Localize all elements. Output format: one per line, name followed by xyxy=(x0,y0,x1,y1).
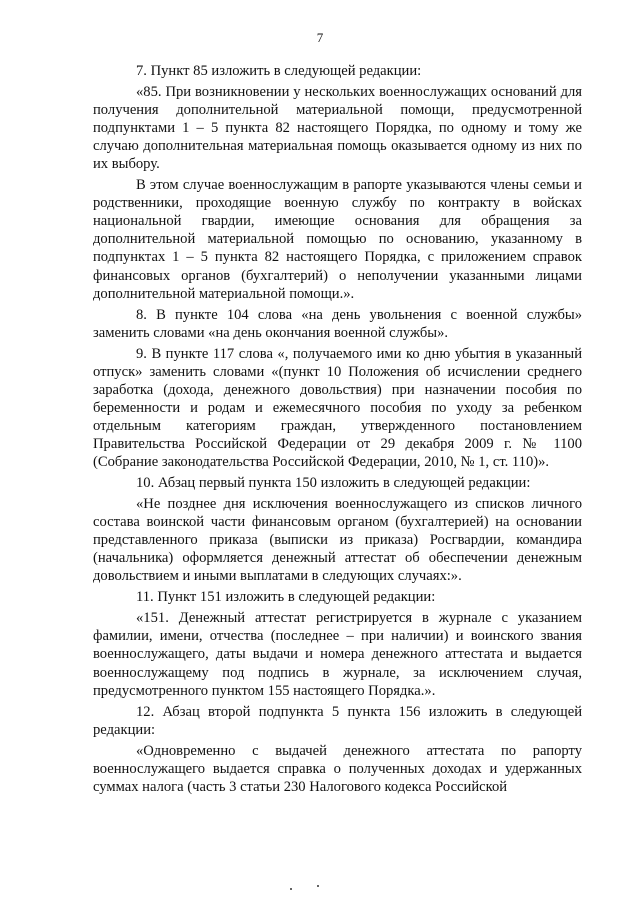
paragraph-item-10-heading: 10. Абзац первый пункта 150 изложить в следующей редакции: xyxy=(136,475,531,492)
page-number: 7 xyxy=(316,30,324,45)
paragraph-item-156-text: «Одновременно с выдачей денежного аттестата по рапорту военнослужащего выдается справка о полученных доходах и удержанных суммах налога (часть 3 статьи 230 Налогового кодекса Российской xyxy=(93,742,582,795)
paragraph-item-85-text: «85. При возникновении у нескольких военнослужащих оснований для получения дополнительной материальной помощи, предусмотренной подпунктами 1 – 5 пункта 82 настоящего Порядка, по одному и тому же случаю дополнительная материальная помощь оказывается одному из них по их выбору. xyxy=(93,84,582,173)
paragraph-item-8: 8. В пункте 104 слова «на день увольнения с военной службы» заменить словами «на день окончания военной службы». xyxy=(93,306,582,341)
paragraph-item-150-text: «Не позднее дня исключения военнослужащего из списков личного состава воинской части финансовым органом (бухгалтерией) на основании представленного приказа (выписки из приказа) Росгвардии, командира (начальника) оформляется денежный аттестат об обеспечении денежным довольствием и иными выплатами в следующих случаях:». xyxy=(93,496,582,585)
scan-speck xyxy=(290,888,292,890)
paragraph-item-85-continuation: В этом случае военнослужащим в рапорте указываются члены семьи и родственники, проходящие военную службу по контракту в войсках национальной гвардии, имеющие основания для обращения за дополнительной материальной помощью по основанию, указанному в подпунктах 1 – 5 пункта 82 настоящего Порядка, с приложением справок финансовых органов (бухгалтерий) о неполучении указанными лицами дополнительной материальной помощи.». xyxy=(93,177,582,302)
paragraph-item-12-heading: 12. Абзац второй подпункта 5 пункта 156 изложить в следующей редакции: xyxy=(93,703,582,738)
document-body xyxy=(93,62,582,796)
paragraph-item-7-heading: 7. Пункт 85 изложить в следующей редакции: xyxy=(136,63,422,79)
scan-speck xyxy=(317,885,319,887)
paragraph-item-11-heading: 11. Пункт 151 изложить в следующей редакции: xyxy=(136,589,436,606)
paragraph-item-9: 9. В пункте 117 слова «, получаемого ими ко дню убытия в указанный отпуск» заменить словами «(пункт 10 Положения об исчислении среднего заработка (дохода, денежного довольствия) при назначении пособия по беременности и родам и ежемесячного пособия по уходу за ребенком отдельным категориям граждан, утвержденного постановлением Правительства Российской Федерации от 29 декабря 2009 г. № 1100 (Собрание законодательства Российской Федерации, 2010, № 1, ст. 110)». xyxy=(93,345,582,470)
paragraph-item-151-text: «151. Денежный аттестат регистрируется в журнале с указанием фамилии, имени, отчества (последнее – при наличии) и воинского звания военнослужащего, даты выдачи и номера денежного аттестата и выдается военнослужащему под подпись в журнале, за исключением случая, предусмотренного пунктом 155 настоящего Порядка.». xyxy=(93,610,582,699)
